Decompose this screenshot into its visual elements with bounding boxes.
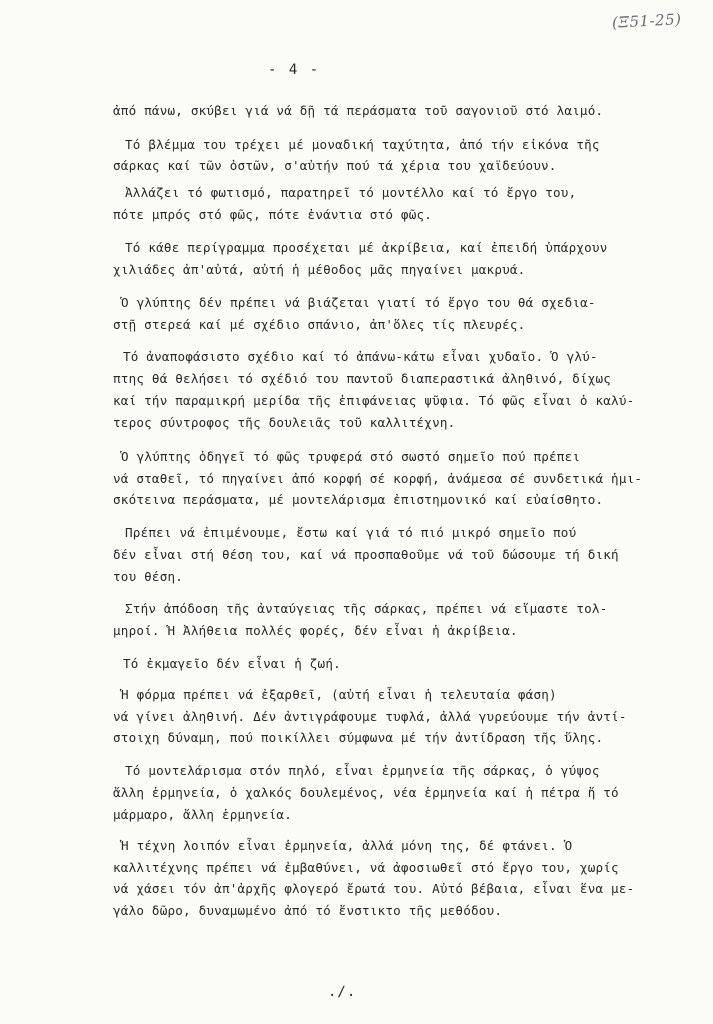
page-number: - 4 - — [268, 62, 321, 78]
text-line: Στήν ἀπόδοση τῆς ἀνταύγειας τῆς σάρκας, πρέπει νά εἴμαστε τολ- — [125, 601, 608, 616]
text-line: δέν εἶναι στή θέση του, καί νά προσπαθοῦμε νά τοῦ δώσουμε τή δική — [113, 547, 619, 562]
text-line: Ἡ φόρμα πρέπει νά ἐξαρθεῖ, (αὐτή εἶναι ἡ τελευταία φάση) — [121, 687, 557, 702]
text-line: καλλιτέχνης πρέπει νά ἐμβαθύνει, νά ἀφοσιωθεῖ στό ἔργο του, χωρίς — [113, 860, 619, 875]
text-line: χιλιάδες ἀπ'αὐτά, αὐτή ἡ μέθοδος μᾶς πηγαίνει μακρυά. — [113, 262, 526, 277]
text-line: στῇ στερεά καί μέ σχέδιο σπάνιο, ἀπ'ὅλες τίς πλευρές. — [113, 317, 526, 332]
text-line: Ὁ γλύπτης δέν πρέπει νά βιάζεται γιατί τό ἔργο του θά σχεδια- — [121, 295, 596, 310]
text-line: Ὁ γλύπτης ὁδηγεῖ τό φῶς τρυφερά στό σωστό σημεῖο πού πρέπει — [121, 449, 581, 464]
text-line: πότε μπρός στό φῶς, πότε ἐνάντια στό φῶς. — [113, 207, 433, 222]
text-line: στοιχη δύναμη, πού ποικίλλει σύμφωνα μέ τήν ἀντίδραση τῆς ὕλης. — [113, 730, 604, 745]
text-line: Ἡ τέχνη λοιπόν εἶναι ἑρμηνεία, ἀλλά μόνη της, δέ φτάνει. Ὁ — [121, 838, 573, 853]
text-line: μηροί. Ἡ Ἀλήθεια πολλές φορές, δέν εἶναι ἡ ἀκρίβεια. — [113, 623, 518, 638]
text-line: καί τήν παραμικρή μερίδα τῆς ἐπιφάνειας ψῦφια. Τό φῶς εἶναι ὁ καλύ- — [113, 393, 635, 408]
text-line: τερος σύντροφος τῆς δουλειᾶς τοῦ καλλιτέχνη. — [113, 415, 456, 430]
text-line: νά σταθεῖ, τό πηγαίνει ἀπό κορφή σέ κορφή, ἀνάμεσα σέ συνδετικά ἡμι- — [113, 471, 643, 486]
text-line: Τό ἀναποφάσιστο σχέδιο καί τό ἀπάνω-κάτω εἶναι χυδαῖο. Ὁ γλύ- — [123, 349, 598, 364]
archive-code-annotation: (Ξ51-25) — [611, 10, 682, 32]
text-line: ἀπό πάνω, σκύβει γιά νά δῇ τά περάσματα τοῦ σαγονιοῦ στό λαιμό. — [113, 103, 604, 118]
text-line: του θέση. — [113, 569, 184, 584]
text-line: Πρέπει νά ἐπιμένουμε, ἔστω καί γιά τό πιό μικρό σημεῖο πού — [125, 525, 577, 540]
end-of-page-mark: .∕. — [328, 984, 357, 1000]
text-line: νά χάσει τόν ἀπ'ἀρχῆς φλογερό ἔρωτά του. Αὐτό βέβαια, εἶναι ἕνα με- — [113, 881, 635, 896]
text-line: Τό ἐκμαγεῖο δέν εἶναι ἡ ζωή. — [123, 656, 341, 671]
text-line: πτης θά θελήσει τό σχέδιό του παντοῦ διαπεραστικά ἀληθινό, δίχως — [113, 371, 612, 386]
text-line: σκότεινα περάσματα, μέ μοντελάρισμα ἐπιστημονικό καί εὐαίσθητο. — [113, 492, 604, 507]
text-line: σάρκας καί τῶν ὀστῶν, σ'αὐτήν πού τά χέρια του χαϊδεύουν. — [113, 158, 557, 173]
text-line: Τό κάθε περίγραμμα προσέχεται μέ ἀκρίβεια, καί ἐπειδή ὑπάρχουν — [125, 240, 608, 255]
text-line: γάλο δῶρο, δυναμωμένο ἀπό τό ἔνστικτο τῆς μεθόδου. — [113, 903, 503, 918]
text-line: Τό μοντελάρισμα στόν πηλό, εἶναι ἑρμηνεία τῆς σάρκας, ὁ γύψος — [125, 763, 600, 778]
text-line: νά γίνει ἀληθινή. Δέν ἀντιγράφουμε τυφλά, ἀλλά γυρεύουμε τήν ἀντί- — [113, 709, 627, 724]
text-line: Τό βλέμμα του τρέχει μέ μοναδική ταχύτητα, ἀπό τήν εἰκόνα τῆς — [125, 137, 600, 152]
text-line: μάρμαρο, ἄλλη ἑρμηνεία. — [113, 807, 292, 822]
text-line: ἄλλη ἑρμηνεία, ὁ χαλκός δουλεμένος, νέα ἑρμηνεία καί ἡ πέτρα ἤ τό — [113, 785, 619, 800]
text-line: Ἀλλάζει τό φωτισμό, παρατηρεῖ τό μοντέλλο καί τό ἔργο του, — [125, 185, 577, 200]
